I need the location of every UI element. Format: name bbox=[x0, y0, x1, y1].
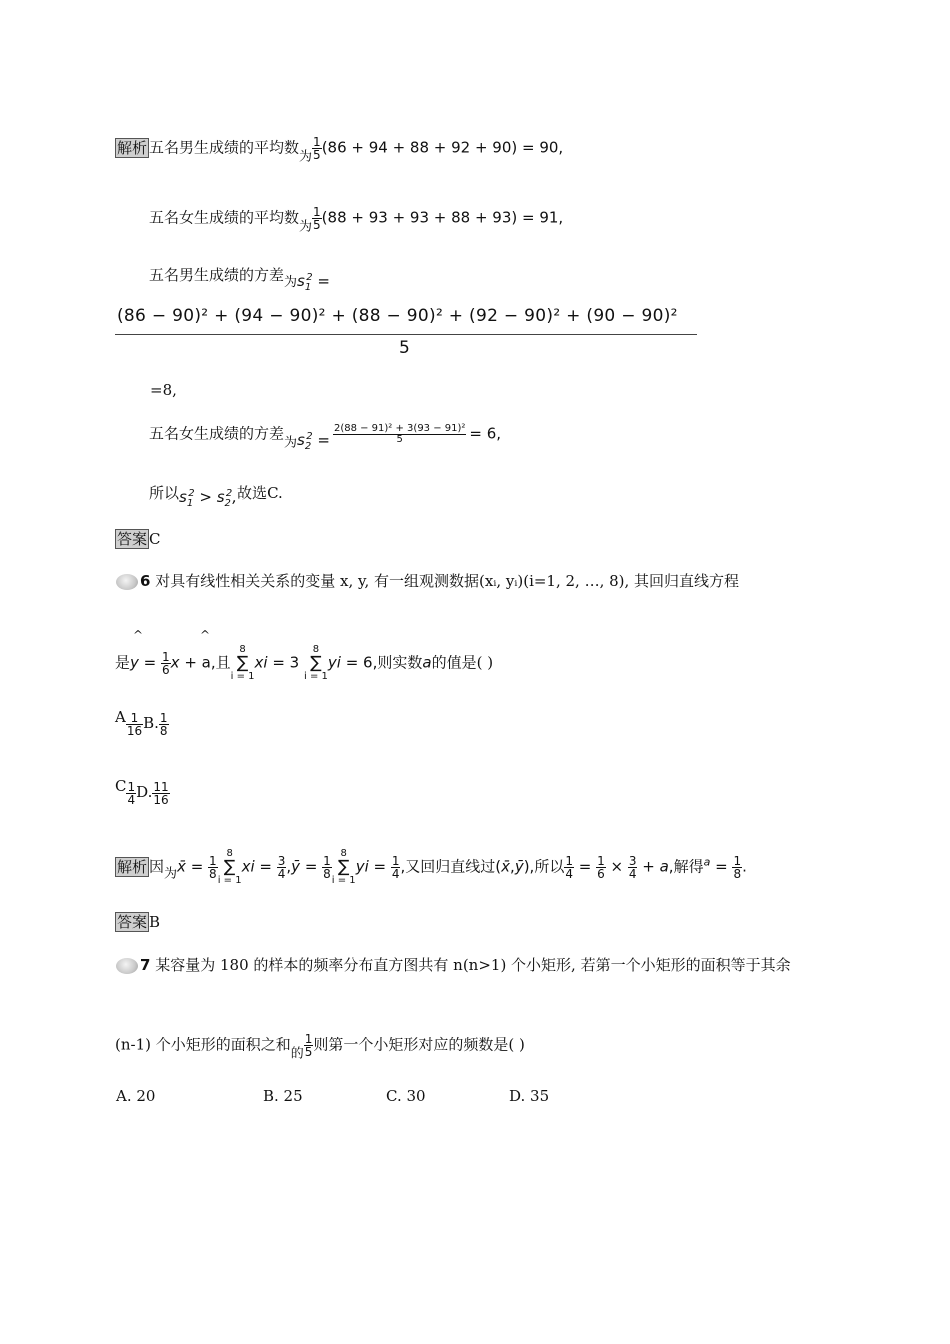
q7-option-d[interactable]: D. 35 bbox=[509, 1087, 550, 1105]
fraction-bar bbox=[115, 334, 697, 335]
opt-a-label: A bbox=[115, 708, 126, 726]
hat-icon: ^ bbox=[200, 628, 211, 642]
q6-stem bbox=[116, 574, 739, 590]
q5-big-numerator: (86 − 90)² + (94 − 90)² + (88 − 90)² + (92 − 90)² + (90 − 90)² bbox=[117, 306, 678, 326]
s1-squared: $s_1^2$ = bbox=[297, 272, 330, 293]
q5-wei-2: 为 bbox=[299, 219, 313, 235]
q5-answer-value: C bbox=[149, 530, 161, 548]
opt-b-label: B. bbox=[143, 714, 159, 732]
female-var-fraction: $\frac{\text{2(88 − 91)² + 3(93 − 91)²}}{5}$ bbox=[333, 423, 466, 445]
q7-option-c[interactable]: C. 30 bbox=[386, 1087, 426, 1105]
q5-conclusion: 所以$s_1^2 > s_2^2$,故选C. bbox=[149, 484, 283, 509]
q5-wei-3: 为 bbox=[284, 275, 298, 290]
frac-one-fifth: $\frac{1}{5}$ bbox=[313, 205, 321, 232]
q5-analysis-line5 bbox=[149, 424, 501, 452]
q5-analysis-line3 bbox=[149, 268, 330, 293]
q6-number: 6 bbox=[140, 572, 151, 590]
q5-male-mean-expr: (86 + 94 + 88 + 92 + 90) = 90, bbox=[321, 138, 564, 157]
q5-analysis-line2 bbox=[149, 206, 563, 234]
q6-answer-value: B bbox=[149, 913, 161, 931]
s2-squared: $s_2^2$ = bbox=[297, 430, 330, 452]
q5-big-denominator: 5 bbox=[399, 338, 410, 358]
frac-one-fifth: $\frac{1}{5}$ bbox=[313, 135, 321, 162]
q6-options-cd bbox=[115, 779, 170, 806]
q6-answer bbox=[115, 912, 160, 932]
hat-icon: ^ bbox=[133, 628, 144, 642]
q7-option-b[interactable]: B. 25 bbox=[263, 1087, 303, 1105]
q6-line2: 是y = $\frac{1}{6}$ x + a,且 8 ∑ i = 1 xi = 3 8 ∑ i = 1 yi = 6,则实数a的值是( ) bbox=[115, 644, 494, 682]
question-bullet-icon bbox=[116, 958, 138, 974]
q5-female-var-text: 五名女生成绩的方差 bbox=[149, 424, 285, 443]
q5-answer bbox=[115, 529, 161, 549]
q5-female-var-tail: = 6, bbox=[469, 424, 502, 443]
opt-b-fraction: $\frac{1}{8}$ bbox=[159, 710, 168, 738]
q7-number: 7 bbox=[140, 956, 151, 974]
q5-wei-1: 为 bbox=[299, 149, 313, 165]
analysis-tag: 解析 bbox=[117, 857, 148, 876]
opt-d-label: D. bbox=[136, 783, 153, 801]
opt-c-label: C bbox=[115, 777, 127, 795]
opt-c-fraction: $\frac{1}{4}$ bbox=[127, 779, 136, 807]
q5-wei-5: 为 bbox=[284, 435, 298, 451]
q6-options-ab bbox=[115, 710, 169, 737]
q6-analysis: 解析 因为x̄ = $\frac{1}{8}$ 8 ∑ i = 1 xi = $\frac{3}{4}$ ,ȳ = $\frac{1}{8}$ 8 ∑ i = 1 yi = $\frac{1}{4}$ ,又回归直线过(x̄,ȳ),所以 $\frac{1}{4}$ = $\frac{1}{6}$ × $\frac{3}{4}$ + a,解得$^a$ = $\frac{1}{8}$ . bbox=[117, 848, 747, 886]
q7-stem-text: 某容量为 180 的样本的频率分布直方图共有 n(n>1) 个小矩形, 若第一个小矩形的面积等于其余 bbox=[155, 956, 791, 974]
q6-stem-text: 对具有线性相关关系的变量 x, y, 有一组观测数据(xᵢ, yᵢ)(i=1, 2, …, 8), 其回归直线方程 bbox=[155, 572, 740, 590]
answer-tag: 答案 bbox=[117, 913, 148, 931]
q7-line2: (n-1) 个小矩形的面积之和的 $\frac{1}{5}$ 则第一个小矩形对应的频数是( ) bbox=[115, 1032, 525, 1062]
analysis-tag: 解析 bbox=[117, 138, 148, 157]
q5-female-mean-expr: (88 + 93 + 93 + 88 + 93) = 91, bbox=[321, 208, 564, 227]
opt-a-fraction: $\frac{1}{16}$ bbox=[126, 710, 143, 738]
opt-d-fraction: $\frac{11}{16}$ bbox=[153, 779, 169, 807]
q5-male-mean-text: 五名男生成绩的平均数 bbox=[149, 138, 300, 157]
answer-tag: 答案 bbox=[117, 530, 148, 548]
q5-eq8: =8, bbox=[150, 381, 177, 399]
q5-female-mean-text: 五名女生成绩的平均数 bbox=[149, 208, 300, 227]
q7-option-a[interactable]: A. 20 bbox=[116, 1087, 156, 1105]
q5-male-var-text: 五名男生成绩的方差 bbox=[149, 266, 285, 284]
q5-analysis-line1 bbox=[115, 136, 563, 164]
q7-stem bbox=[116, 958, 791, 974]
question-bullet-icon bbox=[116, 574, 138, 590]
